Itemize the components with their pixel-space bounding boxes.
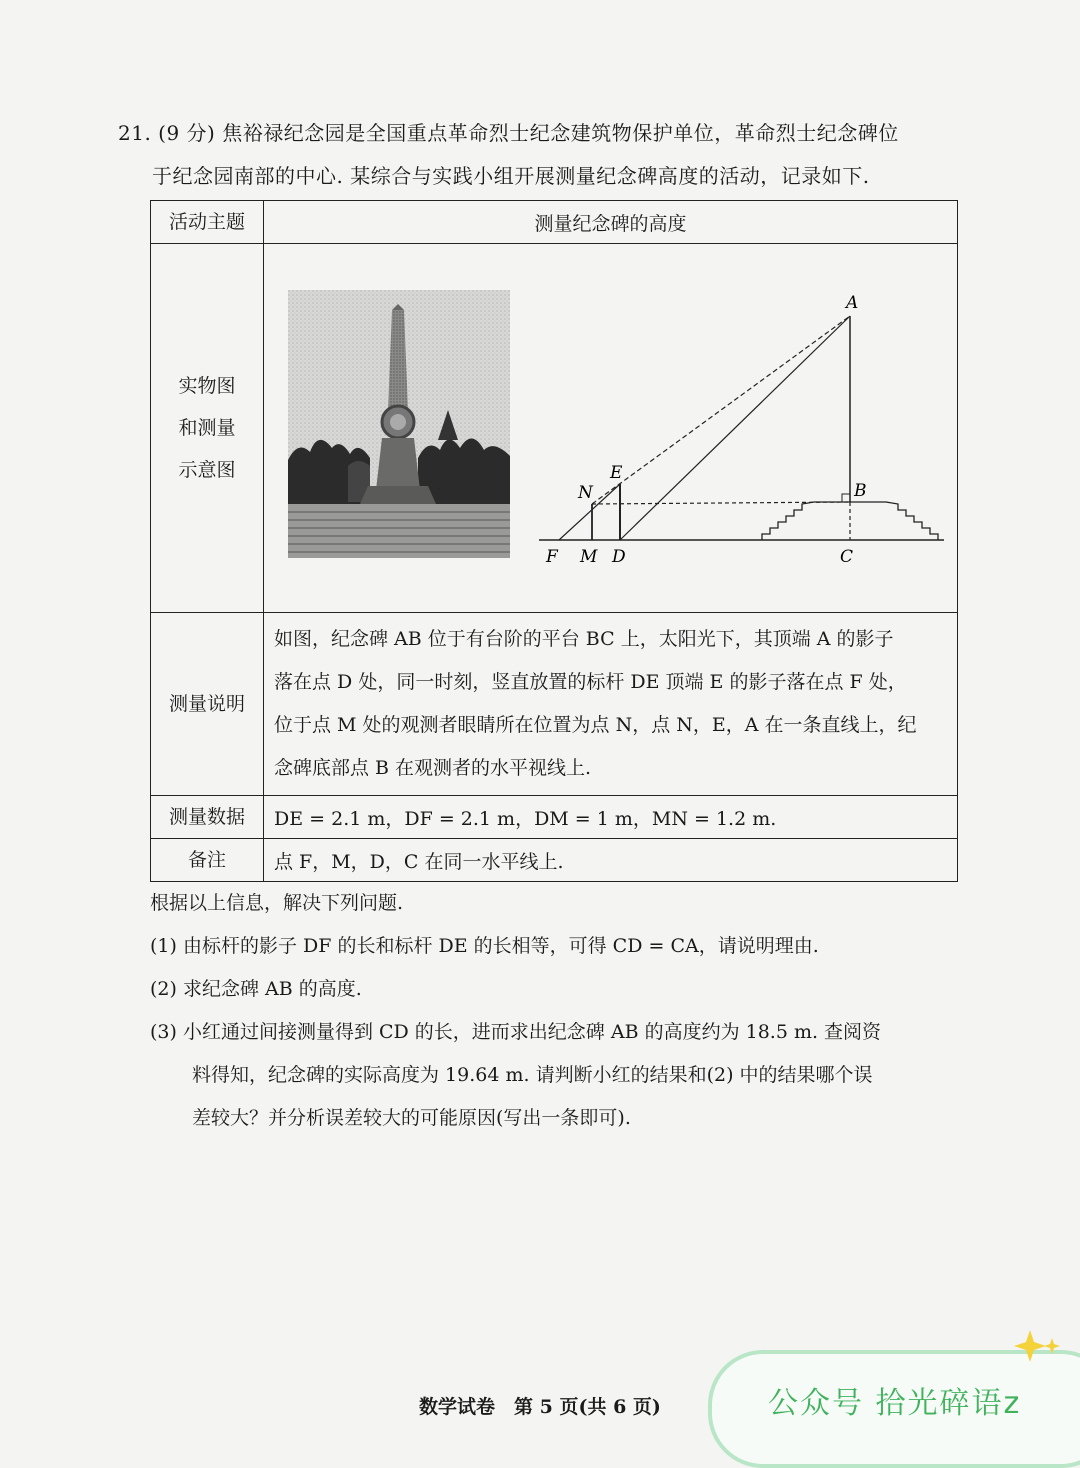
question-3-line-3: 差较大？并分析误差较大的可能原因(写出一条即可). — [192, 1107, 631, 1129]
question-1: (1) 由标杆的影子 DF 的长和标杆 DE 的长相等，可得 CD = CA，请说明理由. — [150, 935, 819, 957]
label-b: B — [854, 481, 867, 501]
figure-label — [151, 244, 264, 613]
right-angle-mark — [842, 494, 850, 502]
figure-label-line-3: 示意图 — [178, 459, 236, 481]
theme-value: 测量纪念碑的高度 — [264, 201, 958, 244]
watermark-text: 公众号 拾光碎语z — [768, 1386, 1022, 1421]
desc-label: 测量说明 — [151, 613, 264, 796]
label-a: A — [846, 293, 859, 313]
desc-line-1: 如图，纪念碑 AB 位于有台阶的平台 BC 上，太阳光下，其顶端 A 的影子 — [274, 628, 894, 650]
line-da — [620, 316, 850, 540]
question-line-2: 于纪念园南部的中心. 某综合与实践小组开展测量纪念碑高度的活动，记录如下. — [152, 164, 870, 188]
questions-intro: 根据以上信息，解决下列问题. — [150, 892, 404, 914]
note-value: 点 F，M，D，C 在同一水平线上. — [264, 839, 958, 882]
sparkle-icon — [1012, 1328, 1062, 1368]
theme-label: 活动主题 — [151, 201, 264, 244]
label-m: M — [580, 547, 598, 567]
figure-cell — [264, 244, 958, 613]
question-3-line-2: 料得知，纪念碑的实际高度为 19.64 m. 请判断小红的结果和(2) 中的结果哪个误 — [192, 1064, 873, 1086]
desc-line-3: 位于点 M 处的观测者眼睛所在位置为点 N，点 N，E，A 在一条直线上，纪 — [274, 714, 917, 736]
data-label: 测量数据 — [151, 796, 264, 839]
monument-photo — [288, 290, 510, 558]
desc-cell — [264, 613, 958, 796]
label-e: E — [610, 463, 623, 483]
note-label: 备注 — [151, 839, 264, 882]
figure-label-line-1: 实物图 — [178, 375, 236, 397]
label-c: C — [840, 547, 854, 567]
label-d: D — [612, 547, 626, 567]
questions-block — [150, 882, 970, 1140]
question-line-1: 21. (9 分) 焦裕禄纪念园是全国重点革命烈士纪念建筑物保护单位，革命烈士纪念碑位 — [118, 121, 899, 145]
measurement-diagram — [534, 284, 954, 574]
question-3-line-1: (3) 小红通过间接测量得到 CD 的长，进而求出纪念碑 AB 的高度约为 18.5 m. 查阅资 — [150, 1021, 882, 1043]
page-footer: 数学试卷 第 5 页(共 6 页) — [419, 1396, 661, 1418]
label-n: N — [578, 483, 593, 503]
platform-steps — [762, 502, 938, 540]
activity-record-table — [150, 200, 958, 882]
question-header — [118, 112, 968, 198]
line-nea — [592, 316, 850, 504]
label-f: F — [546, 547, 558, 567]
question-2: (2) 求纪念碑 AB 的高度. — [150, 978, 362, 1000]
desc-line-4: 念碑底部点 B 在观测者的水平视线上. — [274, 757, 592, 779]
data-value: DE = 2.1 m，DF = 2.1 m，DM = 1 m，MN = 1.2 m. — [264, 796, 958, 839]
figure-label-line-2: 和测量 — [178, 417, 236, 439]
desc-line-2: 落在点 D 处，同一时刻，竖直放置的标杆 DE 顶端 E 的影子落在点 F 处， — [274, 671, 907, 693]
